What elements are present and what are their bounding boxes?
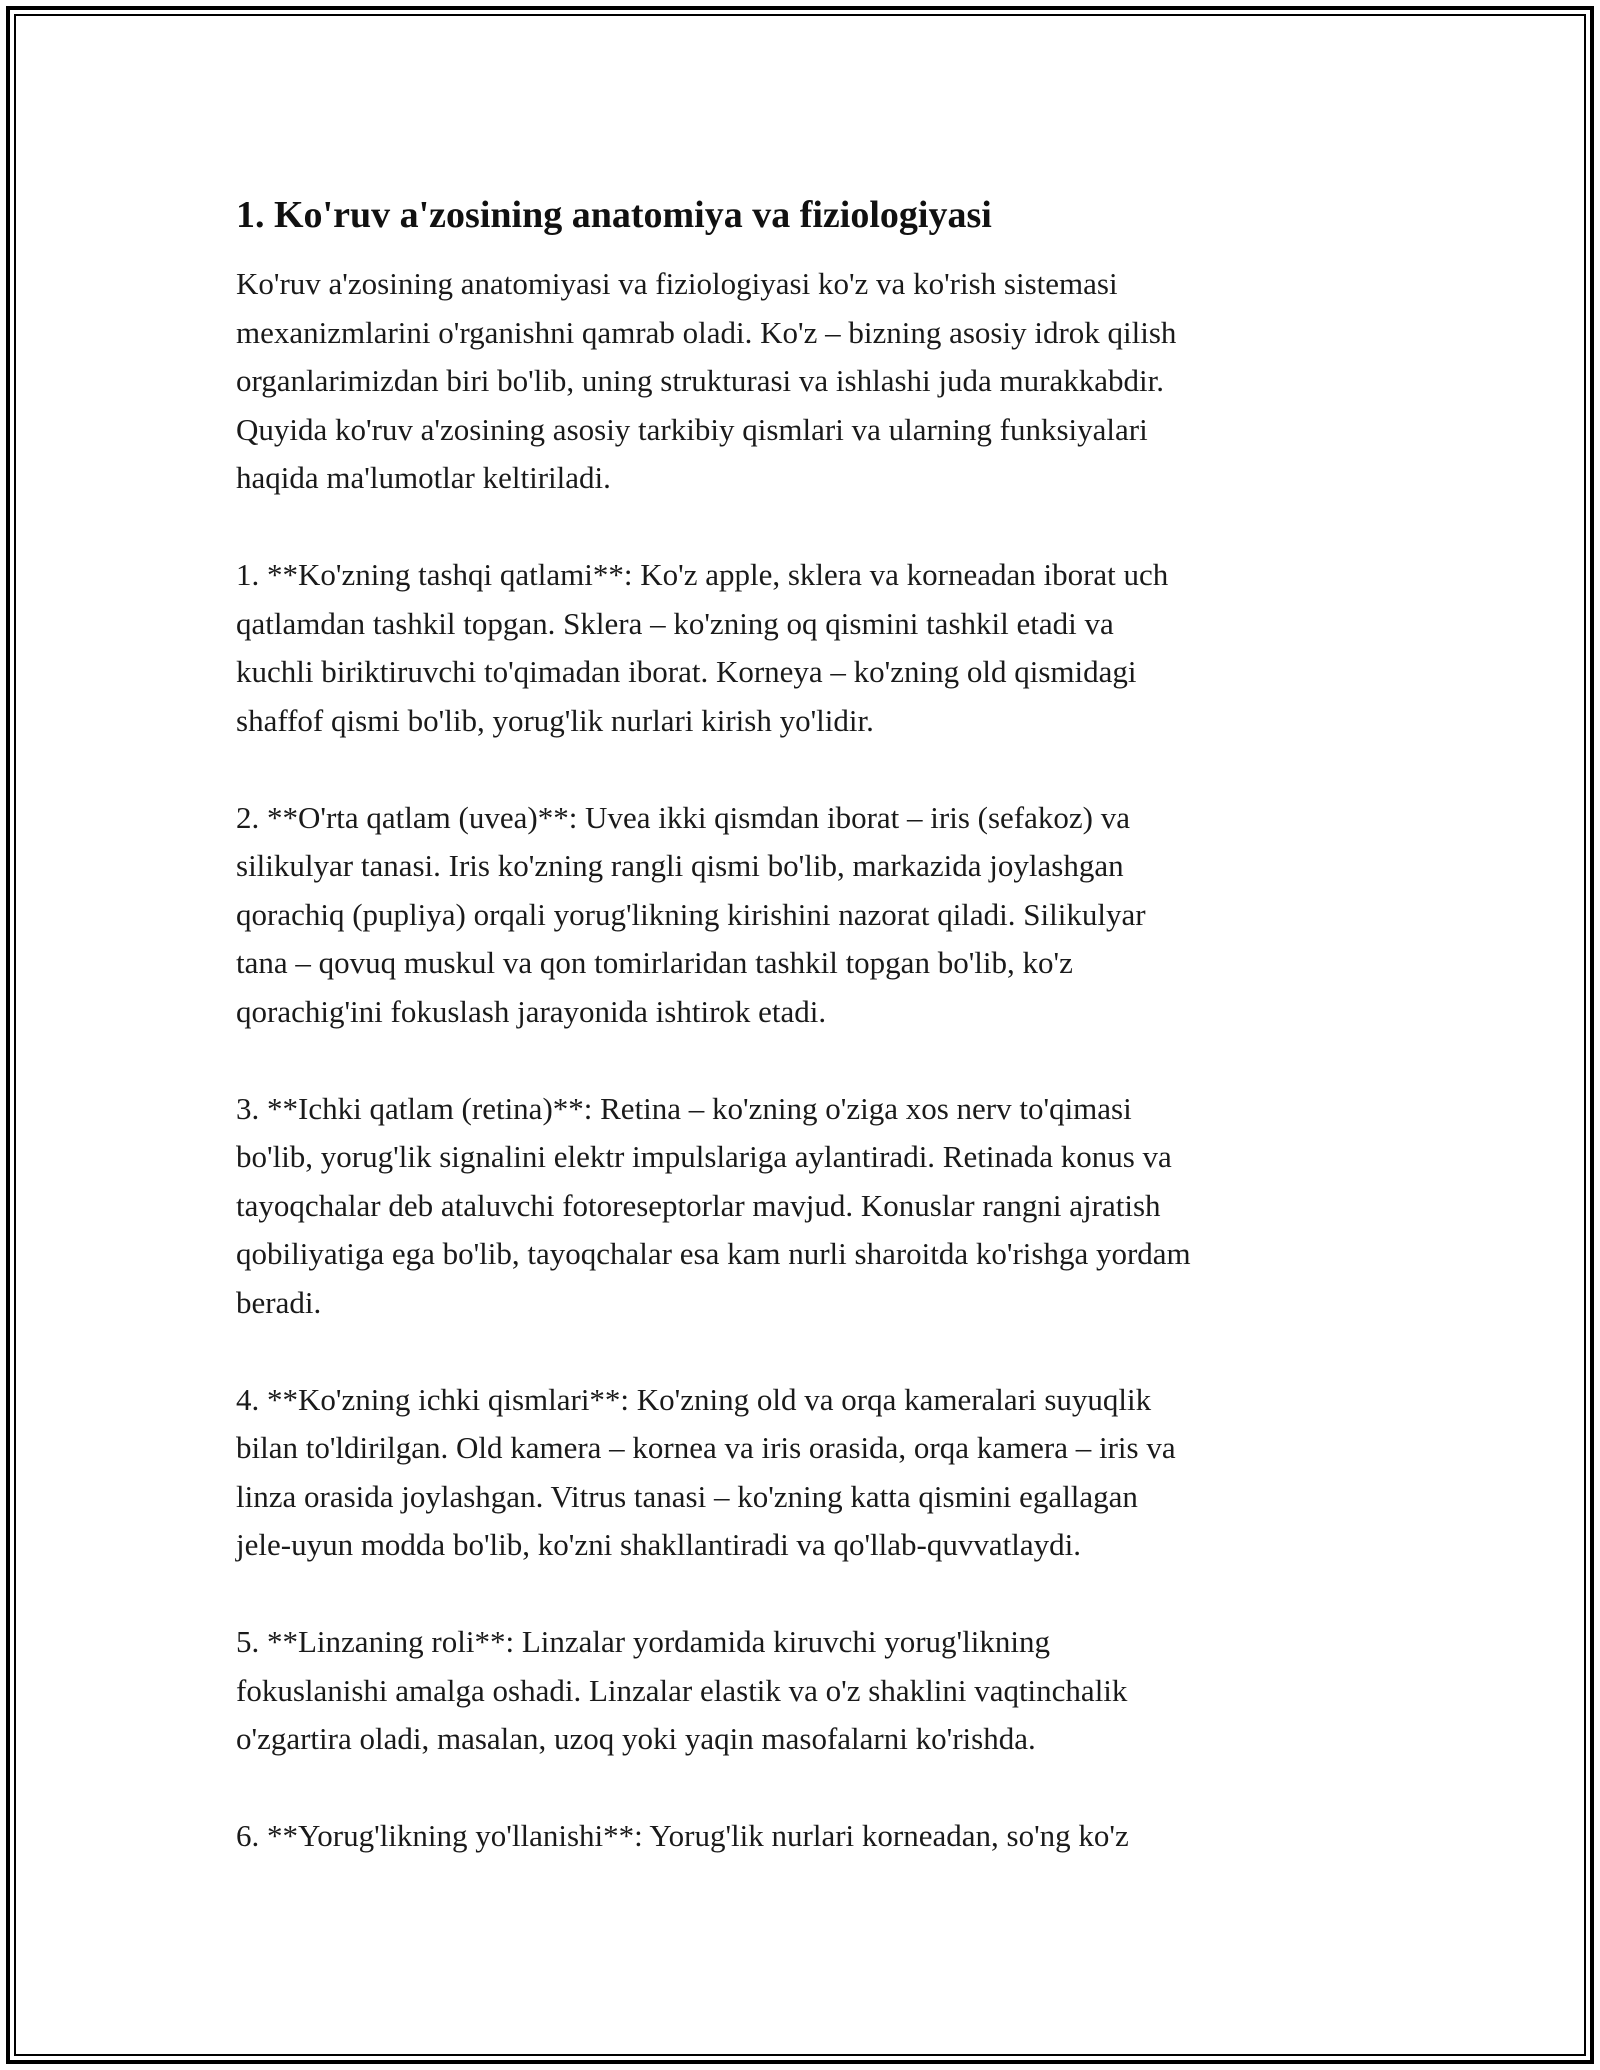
section-light-path bbox=[236, 1812, 1376, 1861]
paragraph-line: qobiliyatiga ega bo'lib, tayoqchalar esa kam nurli sharoitda ko'rishga yordam bbox=[236, 1236, 1191, 1271]
paragraph-line: qorachig'ini fokuslash jarayonida ishtirok etadi. bbox=[236, 993, 827, 1029]
paragraph-line: shaffof qismi bo'lib, yorug'lik nurlari kirish yo'lidir. bbox=[236, 702, 874, 738]
paragraph-line: fokuslanishi amalga oshadi. Linzalar elastik va o'z shaklini vaqtinchalik bbox=[236, 1672, 1128, 1708]
section-lens-role bbox=[236, 1618, 1376, 1764]
section-outer-layer bbox=[236, 551, 1376, 745]
paragraph-line: haqida ma'lumotlar keltiriladi. bbox=[236, 460, 611, 495]
paragraph-line: mexanizmlarini o'rganishni qamrab oladi. Ko'z – bizning asosiy idrok qilish bbox=[236, 314, 1177, 350]
paragraph-line: linza orasida joylashgan. Vitrus tanasi – ko'zning katta qismini egallagan bbox=[236, 1478, 1138, 1514]
paragraph-line: silikulyar tanasi. Iris ko'zning rangli qismi bo'lib, markazida joylashgan bbox=[236, 848, 1124, 883]
paragraph-line: tayoqchalar deb ataluvchi fotoreseptorlar mavjud. Konuslar rangni ajratish bbox=[236, 1187, 1161, 1223]
paragraph-line: bilan to'ldirilgan. Old kamera – kornea va iris orasida, orqa kamera – iris va bbox=[236, 1430, 1176, 1465]
paragraph-line: o'zgartira oladi, masalan, uzoq yoki yaqin masofalarni ko'rishda. bbox=[236, 1721, 1036, 1756]
paragraph-line: 1. **Ko'zning tashqi qatlami**: Ko'z apple, sklera va korneadan iborat uch bbox=[236, 557, 1169, 592]
section-internal-parts bbox=[236, 1376, 1376, 1570]
paragraph-line: 5. **Linzaning roli**: Linzalar yordamida kiruvchi yorug'likning bbox=[236, 1624, 1050, 1659]
section-middle-layer bbox=[236, 794, 1376, 1037]
paragraph-line: Ko'ruv a'zosining anatomiyasi va fiziologiyasi ko'z va ko'rish sistemasi bbox=[236, 266, 1118, 301]
document-body bbox=[236, 188, 1376, 1909]
paragraph-line: jele-uyun modda bo'lib, ko'zni shakllantiradi va qo'llab-quvvatlaydi. bbox=[236, 1527, 1081, 1562]
paragraph-line: bo'lib, yorug'lik signalini elektr impulslariga aylantiradi. Retinada konus va bbox=[236, 1139, 1172, 1174]
paragraph-line: 3. **Ichki qatlam (retina)**: Retina – ko'zning o'ziga xos nerv to'qimasi bbox=[236, 1090, 1132, 1126]
paragraph-line: qorachiq (pupliya) orqali yorug'likning kirishini nazorat qiladi. Silikulyar bbox=[236, 896, 1146, 932]
paragraph-line: tana – qovuq muskul va qon tomirlaridan tashkil topgan bo'lib, ko'z bbox=[236, 945, 1073, 980]
paragraph-line: 4. **Ko'zning ichki qismlari**: Ko'zning old va orqa kameralari suyuqlik bbox=[236, 1381, 1152, 1417]
paragraph-line: qatlamdan tashkil topgan. Sklera – ko'zning oq qismini tashkil etadi va bbox=[236, 605, 1114, 641]
intro-paragraph bbox=[236, 260, 1376, 503]
paragraph-line: 2. **O'rta qatlam (uvea)**: Uvea ikki qismdan iborat – iris (sefakoz) va bbox=[236, 799, 1130, 835]
paragraph-line: organlarimizdan biri bo'lib, uning strukturasi va ishlashi juda murakkabdir. bbox=[236, 363, 1164, 398]
paragraph-line: 6. **Yorug'likning yo'llanishi**: Yorug'lik nurlari korneadan, so'ng ko'z bbox=[236, 1818, 1129, 1853]
paragraph-line: kuchli biriktiruvchi to'qimadan iborat. Korneya – ko'zning old qismidagi bbox=[236, 654, 1137, 689]
section-inner-layer bbox=[236, 1085, 1376, 1328]
document-title: 1. Ko'ruv a'zosining anatomiya va fiziologiyasi bbox=[236, 194, 992, 236]
paragraph-line: Quyida ko'ruv a'zosining asosiy tarkibiy qismlari va ularning funksiyalari bbox=[236, 411, 1148, 447]
paragraph-line: beradi. bbox=[236, 1284, 322, 1320]
